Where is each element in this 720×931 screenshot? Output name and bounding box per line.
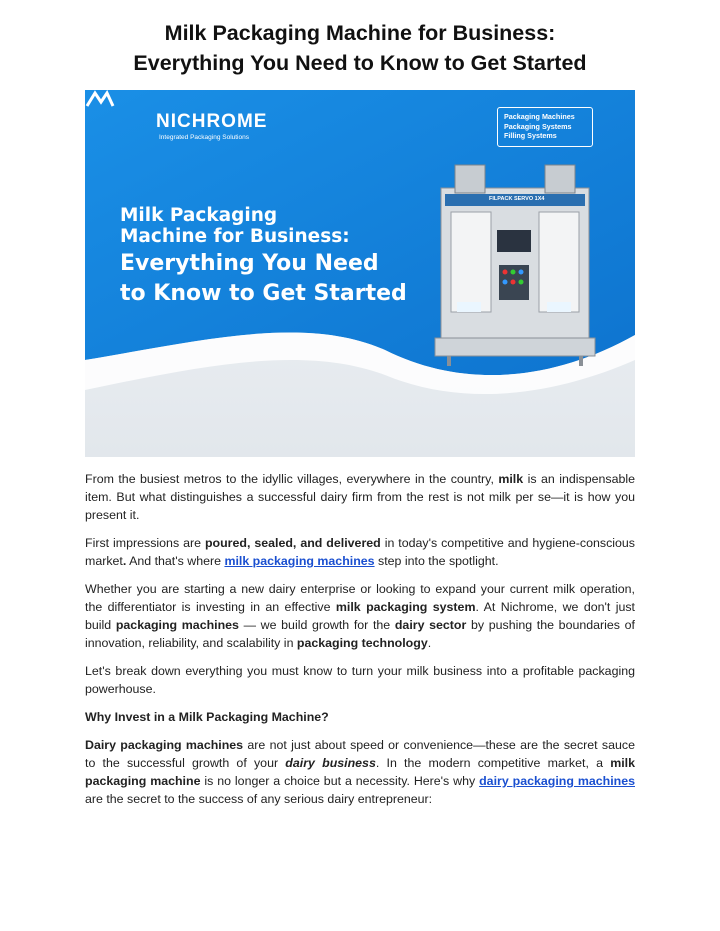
text: is an indispensable item. But what distinguishes a successful dairy firm from the rest is not milk per se—it is how you present it. — [85, 472, 635, 522]
headline-line-3: Everything You Need — [120, 251, 379, 276]
document-title — [0, 18, 720, 78]
text: — we build growth for the — [238, 618, 395, 632]
paragraph-3 — [85, 580, 635, 652]
machine-label: FILPACK SERVO 1X4 — [489, 196, 545, 202]
text: step into the spotlight. — [374, 554, 499, 568]
bold-text: dairy sector — [394, 618, 467, 632]
bold-text: poured, sealed, and delivered — [204, 536, 381, 550]
text: . In the modern competitive market, a — [375, 756, 611, 770]
bold-italic-text: dairy business — [285, 756, 376, 770]
bold-text: milk packaging machine — [85, 756, 635, 788]
brand-logo-text: NICHROME — [156, 111, 268, 132]
text: From the busiest metros to the idyllic villages, everywhere in the country, — [85, 472, 499, 486]
article-body — [85, 470, 635, 818]
bold-text: packaging technology — [296, 636, 428, 650]
paragraph-5 — [85, 736, 635, 808]
brand-tagline: Integrated Packaging Solutions — [159, 134, 249, 141]
text: Whether you are starting a new dairy enterprise or looking to expand your current milk operation, the differentiator is investing in an effective — [85, 582, 635, 614]
badge-line: Filling Systems — [504, 131, 557, 140]
bold-text: milk packaging system — [335, 600, 476, 614]
bold-text: . — [122, 554, 127, 568]
text: . — [427, 636, 432, 650]
text: by pushing the boundaries of innovation, reliability, and scalability in — [85, 618, 635, 650]
bold-text: Dairy packaging machines — [85, 738, 244, 752]
heading-text: Why Invest in a Milk Packaging Machine? — [85, 710, 329, 724]
dairy-packaging-machines-link[interactable]: dairy packaging machines — [479, 774, 635, 788]
badge-line: Packaging Systems — [504, 121, 572, 131]
text: in today's competitive and hygiene-conscious market — [85, 536, 635, 568]
text: are the secret to the success of any serious dairy entrepreneur: — [85, 792, 433, 806]
headline-line-1: Milk Packaging — [120, 205, 278, 226]
milk-packaging-machines-link[interactable]: milk packaging machines — [224, 554, 375, 568]
paragraph-2 — [85, 534, 635, 570]
text: are not just about speed or convenience—these are the secret sauce to the successful growth of your — [85, 738, 635, 770]
text: is no longer a choice but a necessity. Here's why — [200, 774, 480, 788]
banner-headline — [120, 205, 407, 307]
paragraph-4: Let's break down everything you must know to turn your milk business into a profitable packaging powerhouse. — [85, 664, 635, 696]
section-heading — [85, 708, 635, 726]
product-categories-badge — [497, 107, 593, 147]
headline-line-4: to Know to Get Started — [120, 281, 407, 306]
bold-text: milk — [498, 472, 524, 486]
nichrome-logo-icon — [85, 90, 115, 108]
text: And that's where — [126, 554, 225, 568]
text: First impressions are — [85, 536, 205, 550]
hero-banner-image — [85, 90, 635, 457]
bold-text: packaging machines — [115, 618, 239, 632]
headline-line-2: Machine for Business: — [120, 226, 350, 247]
paragraph-1 — [85, 470, 635, 524]
title-line-2: Everything You Need to Know to Get Started — [133, 51, 587, 75]
title-line-1: Milk Packaging Machine for Business: — [164, 21, 556, 45]
badge-line: Packaging Machines — [504, 112, 575, 121]
text: . At Nichrome, we don't just build — [85, 600, 635, 632]
